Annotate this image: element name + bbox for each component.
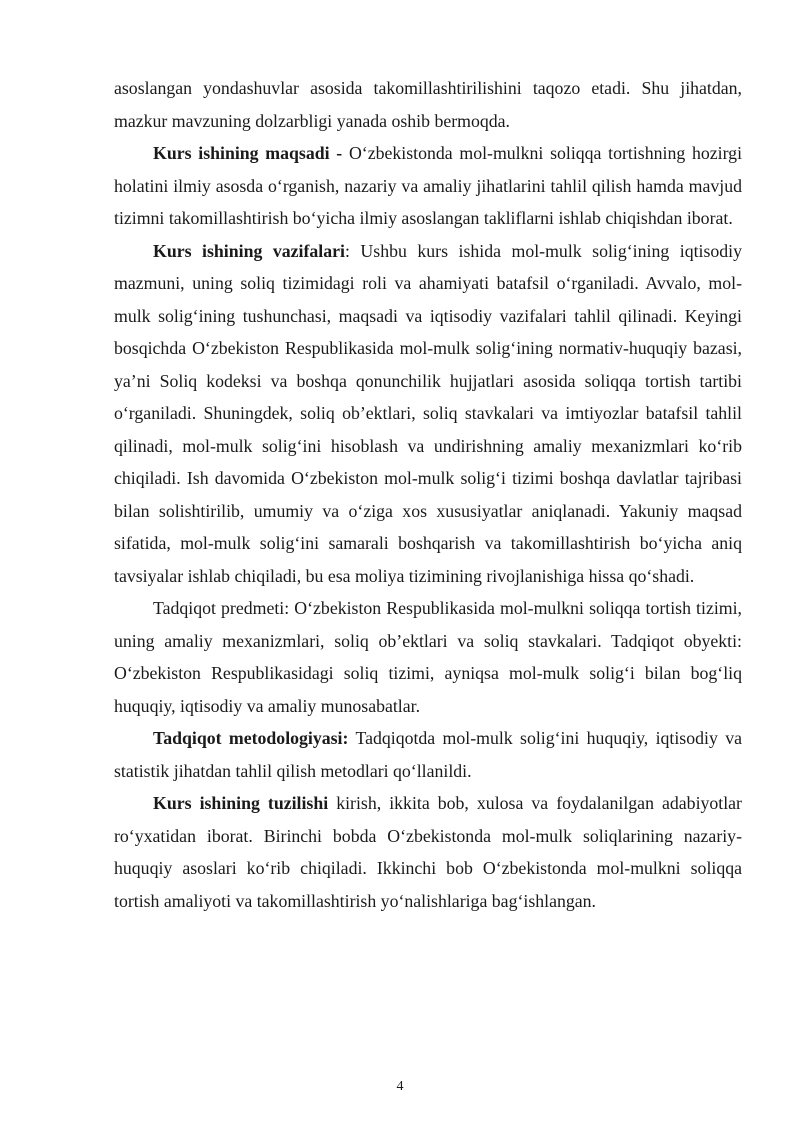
- paragraph-heading-methodology: Tadqiqot metodologiyasi:: [153, 728, 349, 748]
- paragraph-course-structure: [114, 787, 742, 917]
- paragraph-heading-structure: Kurs ishining tuzilishi: [153, 793, 329, 813]
- paragraph-text: : Ushbu kurs ishida mol-mulk solig‘ining iqtisodiy mazmuni, uning soliq tizimidagi roli va ahamiyati batafsil o‘rganiladi. Avvalo, mol-mulk solig‘ining tushunchasi, maqsadi va iqtisodiy vazifalari tahlil qilinadi. Keyingi bosqichda O‘zbekiston Respublikasida mol-mulk solig‘ining normativ-huquqiy bazasi, ya’ni Soliq kodeksi va boshqa qonunchilik hujjatlari asosida soliqqa tortish tartibi o‘rganiladi. Shuningdek, soliq ob’ektlari, soliq stavkalari va imtiyozlar batafsil tahlil qilinadi, mol-mulk solig‘ini hisoblash va undirishning amaliy mexanizmlari ko‘rib chiqiladi. Ish davomida O‘zbekiston mol-mulk solig‘i tizimi boshqa davlatlar tajribasi bilan solishtirilib, umumiy va o‘ziga xos xususiyatlar aniqlanadi. Yakuniy maqsad sifatida, mol-mulk solig‘ini samarali boshqarish va takomillashtirish bo‘yicha aniq tavsiyalar ishlab chiqiladi, bu esa moliya tizimining rivojlanishiga hissa qo‘shadi.: [114, 240, 742, 586]
- paragraph-research-subject: [114, 592, 742, 722]
- paragraph-text: Tadqiqotda mol-mulk solig‘ini huquqiy, iqtisodiy va statistik jihatdan tahlil qilish metodlari qo‘llanildi.: [114, 728, 742, 781]
- paragraph-text: kirish, ikkita bob, xulosa va foydalanilgan adabiyotlar ro‘yxatidan iborat. Birinchi bobda O‘zbekistonda mol-mulk soliqlarining nazariy-huquqiy asoslari ko‘rib chiqiladi. Ikkinchi bob O‘zbekistonda mol-mulkni soliqqa tortish amaliyoti va takomillashtirish yo‘nalishlariga bag‘ishlangan.: [114, 793, 742, 911]
- paragraph-text: Tadqiqot predmeti: O‘zbekiston Respublikasida mol-mulkni soliqqa tortish tizimi, uning amaliy mexanizmlari, soliq ob’ektlari va soliq stavkalari. Tadqiqot obyekti: O‘zbekiston Respublikasidagi soliq tizimi, ayniqsa mol-mulk solig‘i bilan bog‘liq huquqiy, iqtisodiy va amaliy munosabatlar.: [114, 598, 742, 716]
- paragraph-heading-tasks: Kurs ishining vazifalari: [153, 240, 345, 261]
- paragraph-text: O‘zbekistonda mol-mulkni soliqqa tortishning hozirgi holatini ilmiy asosda o‘rganish, nazariy va amaliy jihatlarini tahlil qilish hamda mavjud tizimni takomillashtirish bo‘yicha ilmiy asoslangan takliflarni ishlab chiqishdan iborat.: [114, 143, 743, 228]
- paragraph-research-methodology: [114, 722, 742, 787]
- paragraph-course-goal: [114, 137, 742, 235]
- paragraph-heading-goal: Kurs ishining maqsadi -: [153, 143, 349, 163]
- paragraph-course-tasks: [114, 235, 742, 593]
- body-text: [114, 72, 742, 917]
- paragraph-text: asoslangan yondashuvlar asosida takomillashtirilishini taqozo etadi. Shu jihatdan, mazkur mavzuning dolzarbligi yanada oshib bermoqda.: [114, 78, 742, 131]
- page-number: 4: [396, 1079, 404, 1094]
- paragraph-intro-continuation: [114, 72, 742, 137]
